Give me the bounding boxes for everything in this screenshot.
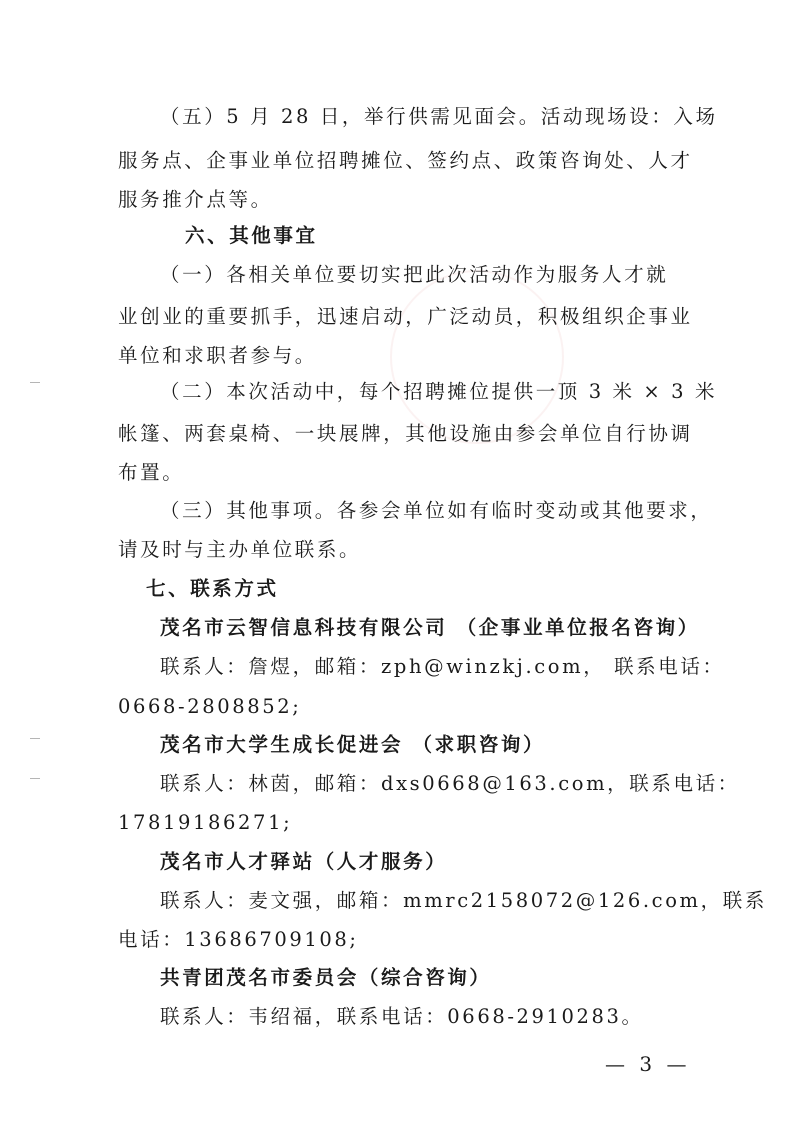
paragraph-line-item-2: （二）本次活动中，每个招聘摊位提供一顶 3 米 × 3 米 (160, 380, 718, 403)
paragraph-line: 服务推介点等。 (118, 188, 273, 211)
section-heading-other-matters: 六、其他事宜 (185, 224, 318, 247)
paragraph-line: 服务点、企事业单位招聘摊位、签约点、政策咨询处、人才 (118, 149, 693, 172)
contact-phone: 电话：13686709108; (118, 928, 359, 951)
paragraph-line: 请及时与主办单位联系。 (118, 538, 362, 561)
paragraph-line: 帐篷、两套桌椅、一块展牌，其他设施由参会单位自行协调 (118, 422, 693, 445)
paragraph-line: 布置。 (118, 461, 185, 484)
contact-details: 联系人：韦绍福，联系电话：0668-2910283。 (160, 1005, 644, 1028)
section-heading-contact-info: 七、联系方式 (146, 577, 279, 600)
paragraph-line-item-5: （五）5 月 28 日，举行供需见面会。活动现场设：入场 (160, 105, 718, 128)
contact-details: 联系人：林茵，邮箱：dxs0668@163.com，联系电话： (160, 772, 740, 795)
contact-org-talent-station: 茂名市人才驿站（人才服务） (160, 850, 448, 873)
contact-phone: 0668-2808852; (118, 695, 302, 718)
contact-details: 联系人：詹煜，邮箱：zph@winzkj.com， 联系电话： (160, 655, 725, 678)
paragraph-line-item-1: （一）各相关单位要切实把此次活动作为服务人才就 (160, 263, 669, 286)
margin-mark (30, 738, 40, 739)
contact-phone: 17819186271; (118, 811, 293, 834)
contact-org-yunzhi: 茂名市云智信息科技有限公司 （企事业单位报名咨询） (160, 616, 700, 639)
paragraph-line: 单位和求职者参与。 (118, 344, 317, 367)
margin-mark (30, 778, 40, 779)
page-number: — 3 — (605, 1052, 691, 1076)
contact-org-youth-league: 共青团茂名市委员会（综合咨询） (160, 966, 492, 989)
paragraph-line: 业创业的重要抓手，迅速启动，广泛动员，积极组织企事业 (118, 305, 693, 328)
margin-mark (30, 382, 40, 383)
paragraph-line-item-3: （三）其他事项。各参会单位如有临时变动或其他要求， (160, 499, 713, 522)
faint-seal-watermark (390, 270, 564, 444)
contact-details: 联系人：麦文强，邮箱：mmrc2158072@126.com，联系 (160, 889, 767, 912)
contact-org-student-association: 茂名市大学生成长促进会 （求职咨询） (160, 733, 546, 756)
